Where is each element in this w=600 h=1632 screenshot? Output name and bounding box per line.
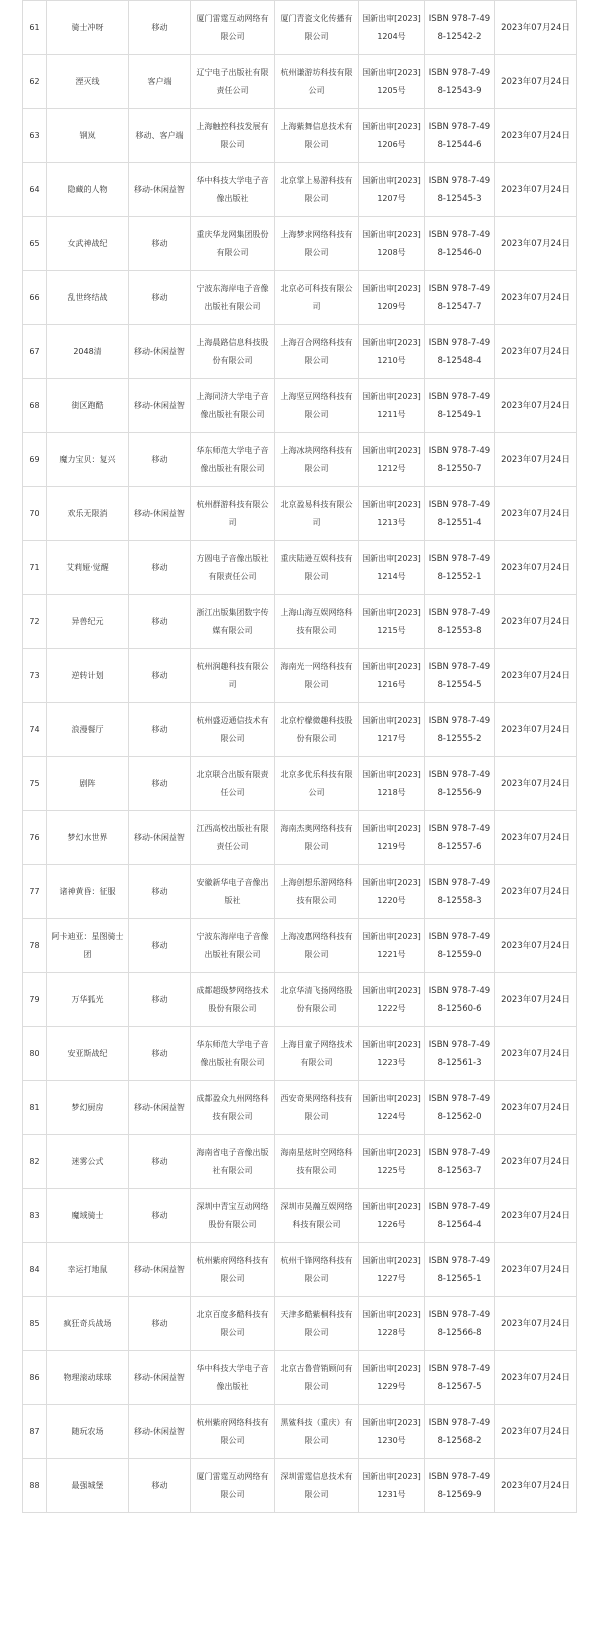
publisher-cell: 成都超级梦网络技术股份有限公司 (191, 973, 275, 1027)
operator-cell: 深圳市昊瀚互娱网络科技有限公司 (275, 1189, 359, 1243)
game-name-cell: 逆转计划 (47, 649, 129, 703)
publisher-cell: 宁波东海岸电子音像出版社有限公司 (191, 271, 275, 325)
game-name-cell: 女武神战纪 (47, 217, 129, 271)
approval-number-cell: 国新出审[2023]1228号 (359, 1297, 425, 1351)
platform-cell: 移动-休闲益智 (129, 487, 191, 541)
table-row (23, 1351, 577, 1405)
isbn-cell: ISBN 978-7-498-12551-4 (425, 487, 495, 541)
row-number-cell: 70 (23, 487, 47, 541)
publisher-cell: 成都盈众九州网络科技有限公司 (191, 1081, 275, 1135)
table-row (23, 487, 577, 541)
date-cell: 2023年07月24日 (495, 379, 577, 433)
row-number-cell: 66 (23, 271, 47, 325)
game-name-cell: 安亚斯战纪 (47, 1027, 129, 1081)
isbn-cell: ISBN 978-7-498-12554-5 (425, 649, 495, 703)
operator-cell: 北京掌上易游科技有限公司 (275, 163, 359, 217)
game-name-cell: 迷雾公式 (47, 1135, 129, 1189)
date-cell: 2023年07月24日 (495, 163, 577, 217)
operator-cell: 海南杰奥网络科技有限公司 (275, 811, 359, 865)
table-row (23, 973, 577, 1027)
game-name-cell: 魔域骑士 (47, 1189, 129, 1243)
row-number-cell: 73 (23, 649, 47, 703)
approval-number-cell: 国新出审[2023]1216号 (359, 649, 425, 703)
publisher-cell: 杭州群游科技有限公司 (191, 487, 275, 541)
date-cell: 2023年07月24日 (495, 1, 577, 55)
platform-cell: 移动 (129, 919, 191, 973)
table-row (23, 1027, 577, 1081)
date-cell: 2023年07月24日 (495, 109, 577, 163)
date-cell: 2023年07月24日 (495, 1027, 577, 1081)
table-row (23, 865, 577, 919)
operator-cell: 上海创想乐游网络科技有限公司 (275, 865, 359, 919)
operator-cell: 北京多优乐科技有限公司 (275, 757, 359, 811)
row-number-cell: 85 (23, 1297, 47, 1351)
publisher-cell: 北京百度多酷科技有限公司 (191, 1297, 275, 1351)
publisher-cell: 华中科技大学电子音像出版社 (191, 163, 275, 217)
row-number-cell: 83 (23, 1189, 47, 1243)
isbn-cell: ISBN 978-7-498-12550-7 (425, 433, 495, 487)
approval-number-cell: 国新出审[2023]1206号 (359, 109, 425, 163)
isbn-cell: ISBN 978-7-498-12562-0 (425, 1081, 495, 1135)
row-number-cell: 79 (23, 973, 47, 1027)
publisher-cell: 华东师范大学电子音像出版社有限公司 (191, 433, 275, 487)
platform-cell: 移动-休闲益智 (129, 811, 191, 865)
table-row (23, 271, 577, 325)
approval-number-cell: 国新出审[2023]1214号 (359, 541, 425, 595)
isbn-cell: ISBN 978-7-498-12566-8 (425, 1297, 495, 1351)
publisher-cell: 辽宁电子出版社有限责任公司 (191, 55, 275, 109)
table-row (23, 433, 577, 487)
publisher-cell: 上海同济大学电子音像出版社有限公司 (191, 379, 275, 433)
game-name-cell: 湮灭线 (47, 55, 129, 109)
publisher-cell: 杭州紫府网络科技有限公司 (191, 1243, 275, 1297)
approval-number-cell: 国新出审[2023]1220号 (359, 865, 425, 919)
table-row (23, 379, 577, 433)
operator-cell: 上海目童子网络技术有限公司 (275, 1027, 359, 1081)
isbn-cell: ISBN 978-7-498-12564-4 (425, 1189, 495, 1243)
approval-number-cell: 国新出审[2023]1212号 (359, 433, 425, 487)
approval-number-cell: 国新出审[2023]1208号 (359, 217, 425, 271)
date-cell: 2023年07月24日 (495, 1405, 577, 1459)
table-row (23, 757, 577, 811)
table-row (23, 55, 577, 109)
isbn-cell: ISBN 978-7-498-12559-0 (425, 919, 495, 973)
isbn-cell: ISBN 978-7-498-12543-9 (425, 55, 495, 109)
game-name-cell: 物理滚动球球 (47, 1351, 129, 1405)
date-cell: 2023年07月24日 (495, 595, 577, 649)
date-cell: 2023年07月24日 (495, 649, 577, 703)
operator-cell: 上海召合网络科技有限公司 (275, 325, 359, 379)
row-number-cell: 88 (23, 1459, 47, 1513)
operator-cell: 杭州谦游坊科技有限公司 (275, 55, 359, 109)
platform-cell: 移动 (129, 703, 191, 757)
game-name-cell: 随玩农场 (47, 1405, 129, 1459)
date-cell: 2023年07月24日 (495, 703, 577, 757)
platform-cell: 移动-休闲益智 (129, 1243, 191, 1297)
row-number-cell: 82 (23, 1135, 47, 1189)
isbn-cell: ISBN 978-7-498-12555-2 (425, 703, 495, 757)
publisher-cell: 深圳中青宝互动网络股份有限公司 (191, 1189, 275, 1243)
row-number-cell: 62 (23, 55, 47, 109)
approval-number-cell: 国新出审[2023]1207号 (359, 163, 425, 217)
platform-cell: 移动 (129, 541, 191, 595)
row-number-cell: 75 (23, 757, 47, 811)
isbn-cell: ISBN 978-7-498-12558-3 (425, 865, 495, 919)
row-number-cell: 86 (23, 1351, 47, 1405)
platform-cell: 移动 (129, 1297, 191, 1351)
isbn-cell: ISBN 978-7-498-12553-8 (425, 595, 495, 649)
approval-number-cell: 国新出审[2023]1222号 (359, 973, 425, 1027)
table-row (23, 1135, 577, 1189)
isbn-cell: ISBN 978-7-498-12556-9 (425, 757, 495, 811)
date-cell: 2023年07月24日 (495, 55, 577, 109)
approval-number-cell: 国新出审[2023]1218号 (359, 757, 425, 811)
isbn-cell: ISBN 978-7-498-12547-7 (425, 271, 495, 325)
isbn-cell: ISBN 978-7-498-12552-1 (425, 541, 495, 595)
publisher-cell: 宁波东海岸电子音像出版社有限公司 (191, 919, 275, 973)
game-name-cell: 欢乐无限消 (47, 487, 129, 541)
publisher-cell: 厦门雷霆互动网络有限公司 (191, 1, 275, 55)
table-row (23, 1297, 577, 1351)
operator-cell: 杭州千锋网络科技有限公司 (275, 1243, 359, 1297)
game-name-cell: 诸神黄昏：征服 (47, 865, 129, 919)
operator-cell: 上海紫舞信息技术有限公司 (275, 109, 359, 163)
publisher-cell: 北京联合出版有限责任公司 (191, 757, 275, 811)
approval-number-cell: 国新出审[2023]1227号 (359, 1243, 425, 1297)
platform-cell: 移动 (129, 1459, 191, 1513)
platform-cell: 移动-休闲益智 (129, 325, 191, 379)
publisher-cell: 杭州紫府网络科技有限公司 (191, 1405, 275, 1459)
table-row (23, 109, 577, 163)
operator-cell: 厦门青瓷文化传播有限公司 (275, 1, 359, 55)
approval-number-cell: 国新出审[2023]1215号 (359, 595, 425, 649)
publisher-cell: 安徽新华电子音像出版社 (191, 865, 275, 919)
operator-cell: 北京古鲁营销顾问有限公司 (275, 1351, 359, 1405)
row-number-cell: 80 (23, 1027, 47, 1081)
publisher-cell: 杭州润趣科技有限公司 (191, 649, 275, 703)
approval-number-cell: 国新出审[2023]1210号 (359, 325, 425, 379)
table-row (23, 163, 577, 217)
date-cell: 2023年07月24日 (495, 433, 577, 487)
operator-cell: 海南光一网络科技有限公司 (275, 649, 359, 703)
game-name-cell: 梦幻水世界 (47, 811, 129, 865)
table-row (23, 1189, 577, 1243)
table-row (23, 217, 577, 271)
row-number-cell: 78 (23, 919, 47, 973)
platform-cell: 移动 (129, 865, 191, 919)
row-number-cell: 84 (23, 1243, 47, 1297)
isbn-cell: ISBN 978-7-498-12569-9 (425, 1459, 495, 1513)
approval-number-cell: 国新出审[2023]1221号 (359, 919, 425, 973)
date-cell: 2023年07月24日 (495, 271, 577, 325)
platform-cell: 移动 (129, 433, 191, 487)
publisher-cell: 重庆华龙网集团股份有限公司 (191, 217, 275, 271)
row-number-cell: 64 (23, 163, 47, 217)
isbn-cell: ISBN 978-7-498-12544-6 (425, 109, 495, 163)
operator-cell: 上海冰块网络科技有限公司 (275, 433, 359, 487)
date-cell: 2023年07月24日 (495, 1351, 577, 1405)
publisher-cell: 方圆电子音像出版社有限责任公司 (191, 541, 275, 595)
operator-cell: 上海坚豆网络科技有限公司 (275, 379, 359, 433)
operator-cell: 西安奇果网络科技有限公司 (275, 1081, 359, 1135)
row-number-cell: 69 (23, 433, 47, 487)
isbn-cell: ISBN 978-7-498-12548-4 (425, 325, 495, 379)
platform-cell: 移动 (129, 649, 191, 703)
date-cell: 2023年07月24日 (495, 865, 577, 919)
game-name-cell: 2048清 (47, 325, 129, 379)
date-cell: 2023年07月24日 (495, 217, 577, 271)
date-cell: 2023年07月24日 (495, 487, 577, 541)
platform-cell: 客户端 (129, 55, 191, 109)
date-cell: 2023年07月24日 (495, 1459, 577, 1513)
operator-cell: 上海凌惠网络科技有限公司 (275, 919, 359, 973)
date-cell: 2023年07月24日 (495, 1081, 577, 1135)
table-row (23, 325, 577, 379)
publisher-cell: 海南省电子音像出版社有限公司 (191, 1135, 275, 1189)
operator-cell: 北京柠檬微趣科技股份有限公司 (275, 703, 359, 757)
date-cell: 2023年07月24日 (495, 541, 577, 595)
operator-cell: 天津多酷紫桐科技有限公司 (275, 1297, 359, 1351)
game-name-cell: 骑士冲呀 (47, 1, 129, 55)
platform-cell: 移动 (129, 973, 191, 1027)
platform-cell: 移动 (129, 1027, 191, 1081)
row-number-cell: 67 (23, 325, 47, 379)
row-number-cell: 71 (23, 541, 47, 595)
game-name-cell: 最强城堡 (47, 1459, 129, 1513)
approval-number-cell: 国新出审[2023]1224号 (359, 1081, 425, 1135)
isbn-cell: ISBN 978-7-498-12546-0 (425, 217, 495, 271)
isbn-cell: ISBN 978-7-498-12545-3 (425, 163, 495, 217)
publisher-cell: 华东师范大学电子音像出版社有限公司 (191, 1027, 275, 1081)
game-name-cell: 钢岚 (47, 109, 129, 163)
platform-cell: 移动-休闲益智 (129, 163, 191, 217)
platform-cell: 移动 (129, 595, 191, 649)
publisher-cell: 杭州盛迈通信技术有限公司 (191, 703, 275, 757)
approval-number-cell: 国新出审[2023]1231号 (359, 1459, 425, 1513)
date-cell: 2023年07月24日 (495, 1297, 577, 1351)
table-row (23, 1, 577, 55)
row-number-cell: 72 (23, 595, 47, 649)
game-name-cell: 乱世终结战 (47, 271, 129, 325)
row-number-cell: 68 (23, 379, 47, 433)
table-row (23, 703, 577, 757)
operator-cell: 北京华清飞扬网络股份有限公司 (275, 973, 359, 1027)
table-row (23, 919, 577, 973)
approval-number-cell: 国新出审[2023]1226号 (359, 1189, 425, 1243)
table-row (23, 541, 577, 595)
publisher-cell: 上海触控科技发展有限公司 (191, 109, 275, 163)
game-name-cell: 异兽纪元 (47, 595, 129, 649)
date-cell: 2023年07月24日 (495, 1189, 577, 1243)
date-cell: 2023年07月24日 (495, 973, 577, 1027)
platform-cell: 移动、客户端 (129, 109, 191, 163)
table-row (23, 811, 577, 865)
table-row (23, 1081, 577, 1135)
row-number-cell: 76 (23, 811, 47, 865)
date-cell: 2023年07月24日 (495, 919, 577, 973)
approval-number-cell: 国新出审[2023]1209号 (359, 271, 425, 325)
row-number-cell: 61 (23, 1, 47, 55)
table-row (23, 1243, 577, 1297)
platform-cell: 移动 (129, 1135, 191, 1189)
platform-cell: 移动 (129, 757, 191, 811)
operator-cell: 北京必可科技有限公司 (275, 271, 359, 325)
isbn-cell: ISBN 978-7-498-12549-1 (425, 379, 495, 433)
row-number-cell: 63 (23, 109, 47, 163)
table-row (23, 595, 577, 649)
game-name-cell: 剧阵 (47, 757, 129, 811)
row-number-cell: 74 (23, 703, 47, 757)
isbn-cell: ISBN 978-7-498-12557-6 (425, 811, 495, 865)
platform-cell: 移动 (129, 1, 191, 55)
publisher-cell: 江西高校出版社有限责任公司 (191, 811, 275, 865)
date-cell: 2023年07月24日 (495, 1135, 577, 1189)
isbn-cell: ISBN 978-7-498-12565-1 (425, 1243, 495, 1297)
game-name-cell: 浪漫餐厅 (47, 703, 129, 757)
isbn-cell: ISBN 978-7-498-12563-7 (425, 1135, 495, 1189)
table-body (23, 1, 577, 1513)
approval-number-cell: 国新出审[2023]1213号 (359, 487, 425, 541)
isbn-cell: ISBN 978-7-498-12560-6 (425, 973, 495, 1027)
row-number-cell: 87 (23, 1405, 47, 1459)
approval-number-cell: 国新出审[2023]1217号 (359, 703, 425, 757)
publisher-cell: 浙江出版集团数字传媒有限公司 (191, 595, 275, 649)
date-cell: 2023年07月24日 (495, 757, 577, 811)
game-name-cell: 幸运打地鼠 (47, 1243, 129, 1297)
date-cell: 2023年07月24日 (495, 811, 577, 865)
date-cell: 2023年07月24日 (495, 1243, 577, 1297)
isbn-cell: ISBN 978-7-498-12561-3 (425, 1027, 495, 1081)
platform-cell: 移动 (129, 271, 191, 325)
game-name-cell: 街区跑酷 (47, 379, 129, 433)
operator-cell: 黑鲨科技（重庆）有限公司 (275, 1405, 359, 1459)
operator-cell: 北京盈易科技有限公司 (275, 487, 359, 541)
date-cell: 2023年07月24日 (495, 325, 577, 379)
operator-cell: 深圳雷霆信息技术有限公司 (275, 1459, 359, 1513)
platform-cell: 移动-休闲益智 (129, 1351, 191, 1405)
platform-cell: 移动-休闲益智 (129, 1081, 191, 1135)
isbn-cell: ISBN 978-7-498-12567-5 (425, 1351, 495, 1405)
row-number-cell: 81 (23, 1081, 47, 1135)
approval-number-cell: 国新出审[2023]1223号 (359, 1027, 425, 1081)
platform-cell: 移动-休闲益智 (129, 379, 191, 433)
approval-number-cell: 国新出审[2023]1225号 (359, 1135, 425, 1189)
game-name-cell: 万华狐光 (47, 973, 129, 1027)
game-name-cell: 隐藏的人物 (47, 163, 129, 217)
platform-cell: 移动 (129, 1189, 191, 1243)
isbn-cell: ISBN 978-7-498-12568-2 (425, 1405, 495, 1459)
approval-number-cell: 国新出审[2023]1229号 (359, 1351, 425, 1405)
isbn-cell: ISBN 978-7-498-12542-2 (425, 1, 495, 55)
operator-cell: 海南星炫时空网络科技有限公司 (275, 1135, 359, 1189)
approval-number-cell: 国新出审[2023]1204号 (359, 1, 425, 55)
game-name-cell: 梦幻厨房 (47, 1081, 129, 1135)
table-row (23, 649, 577, 703)
approval-number-cell: 国新出审[2023]1211号 (359, 379, 425, 433)
table-row (23, 1405, 577, 1459)
operator-cell: 重庆陆逊互娱科技有限公司 (275, 541, 359, 595)
operator-cell: 上海山海互娱网络科技有限公司 (275, 595, 359, 649)
game-name-cell: 魔力宝贝：复兴 (47, 433, 129, 487)
game-name-cell: 艾莉娅·觉醒 (47, 541, 129, 595)
game-name-cell: 阿卡迪亚：星图骑士团 (47, 919, 129, 973)
game-name-cell: 疯狂奇兵战场 (47, 1297, 129, 1351)
approval-number-cell: 国新出审[2023]1230号 (359, 1405, 425, 1459)
operator-cell: 上海梦求网络科技有限公司 (275, 217, 359, 271)
approval-number-cell: 国新出审[2023]1205号 (359, 55, 425, 109)
platform-cell: 移动 (129, 217, 191, 271)
publisher-cell: 上海晨路信息科技股份有限公司 (191, 325, 275, 379)
row-number-cell: 65 (23, 217, 47, 271)
publisher-cell: 华中科技大学电子音像出版社 (191, 1351, 275, 1405)
approval-number-cell: 国新出审[2023]1219号 (359, 811, 425, 865)
table-row (23, 1459, 577, 1513)
row-number-cell: 77 (23, 865, 47, 919)
game-approval-table (22, 0, 577, 1513)
publisher-cell: 厦门雷霆互动网络有限公司 (191, 1459, 275, 1513)
platform-cell: 移动-休闲益智 (129, 1405, 191, 1459)
